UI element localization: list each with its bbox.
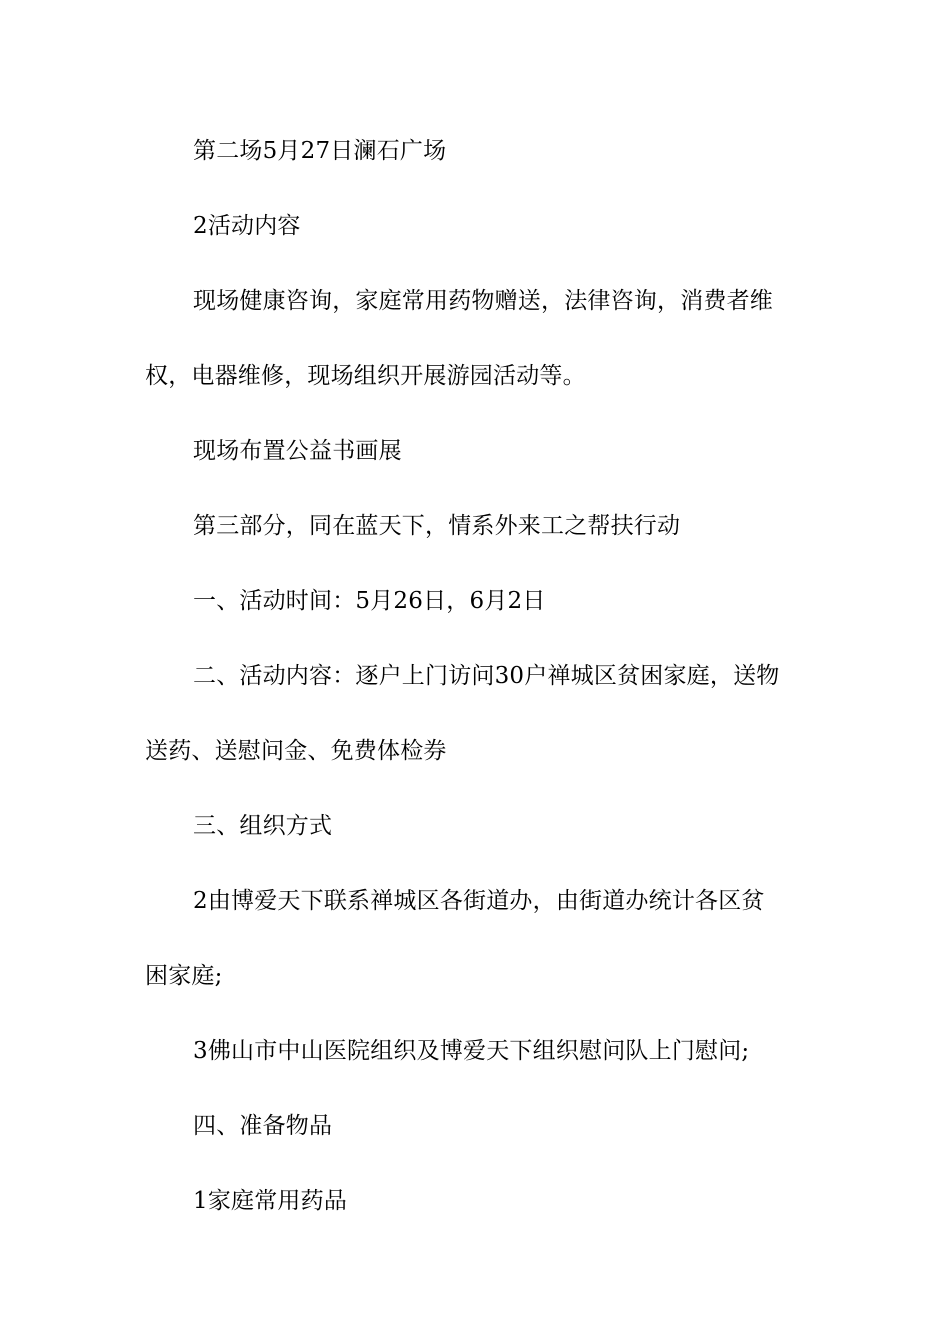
paragraph-organization-heading [145, 789, 810, 864]
paragraph-activity-details [145, 639, 810, 789]
paragraph-activity-time [145, 564, 810, 639]
text-line: 1家庭常用药品 [193, 1188, 348, 1214]
paragraph-part-three-heading [145, 489, 810, 564]
text-line: 权，电器维修，现场组织开展游园活动等。 [145, 363, 586, 389]
paragraph-exhibition [145, 414, 810, 489]
text-line: 3佛山市中山医院组织及博爱天下组织慰问队上门慰问; [193, 1038, 750, 1064]
text-line: 送药、送慰问金、免费体检券 [145, 738, 447, 764]
paragraph-venue-2 [145, 114, 810, 189]
text-line: 三、组织方式 [193, 813, 333, 839]
text-line: 第二场5月27日澜石广场 [193, 138, 447, 164]
paragraph-organization-item-2 [145, 864, 810, 1014]
text-line: 2由博爱天下联系禅城区各街道办，由街道办统计各区贫 [193, 888, 765, 914]
text-line: 现场布置公益书画展 [193, 438, 402, 464]
paragraph-supplies-item-1 [145, 1164, 810, 1239]
paragraph-organization-item-3 [145, 1014, 810, 1089]
paragraph-activity-content-heading [145, 189, 810, 264]
text-line: 2活动内容 [193, 213, 301, 239]
text-line: 困家庭; [145, 963, 223, 989]
text-line: 二、活动内容：逐户上门访问30户禅城区贫困家庭，送物 [193, 663, 780, 689]
paragraph-activity-content [145, 264, 810, 414]
text-line: 一、活动时间：5月26日，6月2日 [193, 588, 546, 614]
text-line: 四、准备物品 [193, 1113, 333, 1139]
paragraph-supplies-heading [145, 1089, 810, 1164]
text-line: 现场健康咨询，家庭常用药物赠送，法律咨询，消费者维 [193, 288, 773, 314]
text-line: 第三部分，同在蓝天下，情系外来工之帮扶行动 [193, 513, 681, 539]
